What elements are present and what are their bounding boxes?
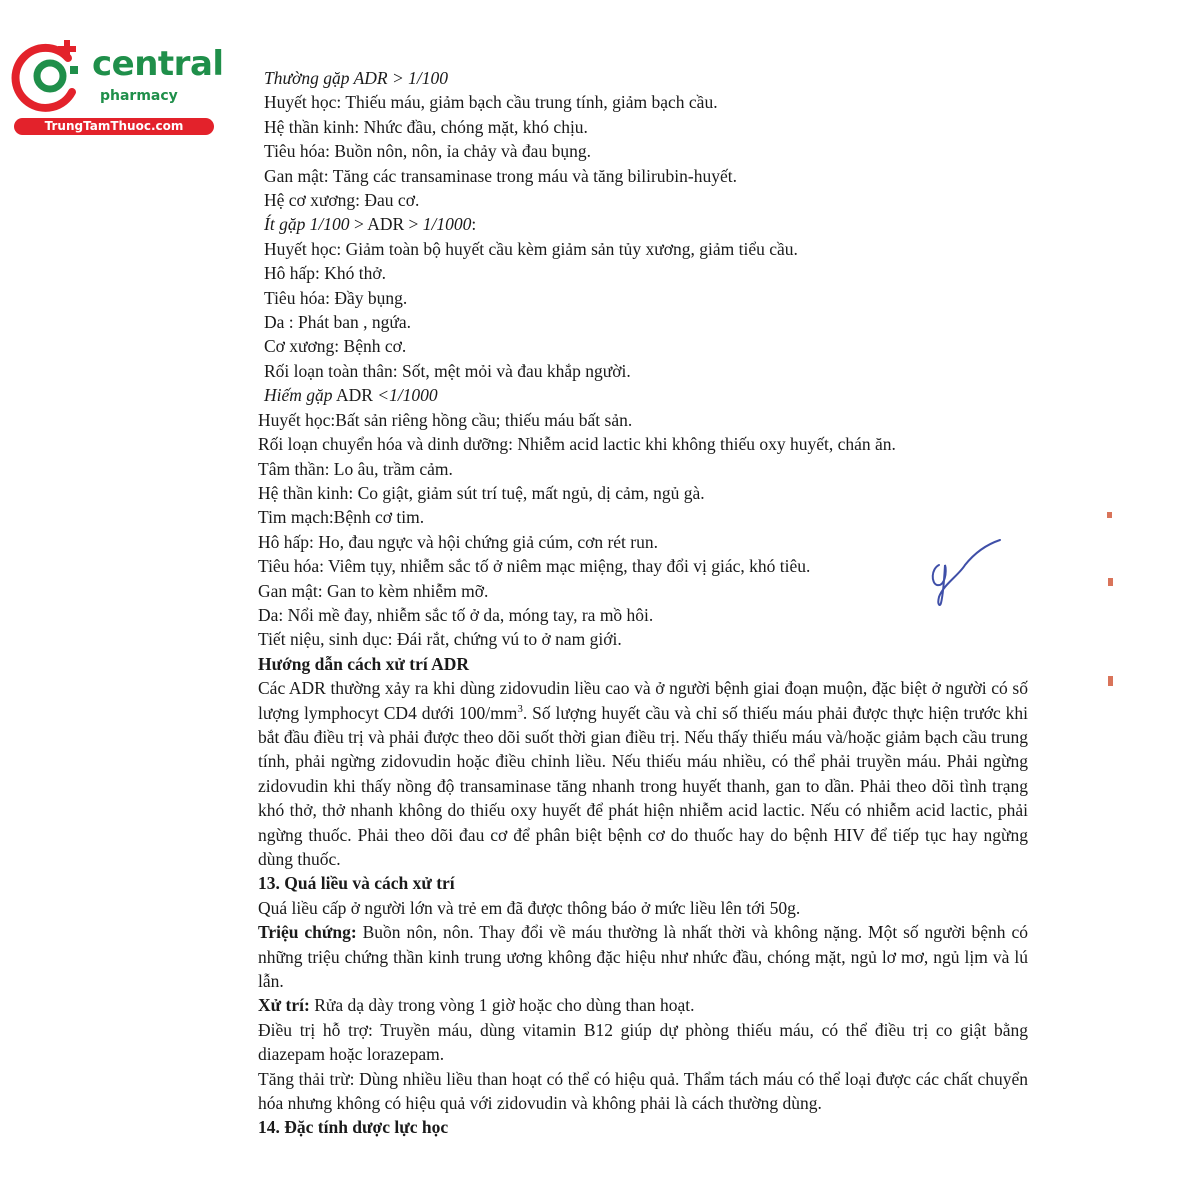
overdose-symptoms-text: Buồn nôn, nôn. Thay đổi về máu thường là nhất thời và không nặng. Một số người bệnh có những triệu chứng thần kinh trung ương không đặc hiệu như nhức đầu, chóng mặt, ngủ lơ mơ, ngủ lịm và lú lẫn. (258, 922, 1028, 992)
overdose-supportive: Điều trị hỗ trợ: Truyền máu, dùng vitamin B12 giúp dự phòng thiếu máu, có thể điều trị co giật bằng diazepam hoặc lorazepam. (258, 1019, 1028, 1065)
logo-subtitle: pharmacy (100, 88, 178, 104)
overdose-treatment-label: Xử trí: (258, 995, 310, 1016)
adr-uncommon-item: Tiêu hóa: Đầy bụng. (264, 287, 408, 308)
scan-edge-mark (1108, 676, 1113, 686)
scan-edge-mark (1108, 578, 1113, 586)
overdose-intro: Quá liều cấp ở người lớn và trẻ em đã được thông báo ở mức liều lên tới 50g. (258, 897, 801, 918)
adr-rare-item: Tâm thần: Lo âu, trầm cảm. (258, 458, 453, 479)
adr-common-title-a: Thường gặp (264, 68, 350, 88)
adr-uncommon-item: Rối loạn toàn thân: Sốt, mệt mỏi và đau khắp người. (264, 360, 631, 381)
overdose-symptoms-label: Triệu chứng: (258, 922, 357, 943)
handwritten-signature (925, 535, 1005, 610)
adr-rare-title-a: Hiếm gặp (264, 385, 333, 406)
pharmacodynamics-heading: 14. Đặc tính dược lực học (258, 1117, 449, 1138)
adr-rare-item: Hệ thần kinh: Co giật, giảm sút trí tuệ, mất ngủ, dị cảm, ngủ gà. (258, 482, 705, 503)
adr-handling-text-a: Các ADR thường xảy ra khi dùng zidovudin liều cao và ở người bệnh giai đoạn muộn, đặc biệt ở người có số lượng lymphocyt CD4 dưới 100/mm (258, 678, 1028, 723)
adr-rare-title-c: <1/1000 (377, 385, 438, 406)
adr-common-item: Gan mật: Tăng các transaminase trong máu và tăng bilirubin-huyết. (264, 165, 738, 186)
adr-common-item: Hệ thần kinh: Nhức đầu, chóng mặt, khó chịu. (264, 116, 588, 137)
adr-uncommon-title-b: > ADR > (349, 214, 423, 235)
adr-handling-text-b: . Số lượng huyết cầu và chỉ số thiếu máu phải được thực hiện trước khi bắt đầu điều trị và phải được theo dõi suốt thời gian điều trị. Nếu thấy thiếu máu và/hoặc giảm bạch cầu trung tính, phải ngừng zidovudin hoặc điều chỉnh liều. Nếu thiếu máu nhiều, có thể phải truyền máu. Phải ngừng zidovudin khi thấy nồng độ transaminase tăng nhanh trong huyết thanh, gan to dần. Phải theo dõi tình trạng khó thở, thở nhanh không do thiếu oxy huyết để phát hiện nhiễm acid lactic. Nếu có nhiễm acid lactic, phải ngừng thuốc. Phải theo dõi đau cơ để phân biệt bệnh cơ do thuốc hay do bệnh HIV để tiếp tục hay ngừng dùng thuốc. (258, 702, 1029, 869)
scan-edge-mark (1107, 512, 1112, 518)
adr-rare-item: Rối loạn chuyển hóa và dinh dưỡng: Nhiễm acid lactic khi không thiếu oxy huyết, chán ăn. (258, 434, 896, 455)
document-body (258, 66, 1028, 1140)
adr-uncommon-item: Da : Phát ban , ngứa. (264, 312, 412, 333)
adr-uncommon-title-a: Ít gặp 1/100 (264, 214, 350, 235)
logo-url: TrungTamThuoc.com (14, 118, 214, 135)
adr-uncommon-title-d: : (471, 214, 477, 235)
adr-rare-item: Gan mật: Gan to kèm nhiễm mỡ. (258, 580, 489, 601)
unit-superscript: 3 (517, 702, 523, 715)
logo-name: central (92, 44, 224, 84)
adr-rare-item: Huyết học:Bất sản riêng hồng cầu; thiếu máu bất sản. (258, 409, 633, 430)
pharmacy-cross-logo-icon (10, 36, 90, 116)
adr-rare-item: Tiết niệu, sinh dục: Đái rắt, chứng vú to ở nam giới. (258, 629, 622, 650)
adr-common-item: Huyết học: Thiếu máu, giảm bạch cầu trung tính, giảm bạch cầu. (264, 92, 718, 113)
adr-uncommon-item: Huyết học: Giảm toàn bộ huyết cầu kèm giảm sản tủy xương, giảm tiểu cầu. (264, 238, 798, 259)
adr-common-title (258, 66, 1028, 90)
overdose-heading: 13. Quá liều và cách xử trí (258, 873, 455, 894)
adr-uncommon-title (258, 212, 1028, 236)
adr-rare-title (258, 383, 1028, 407)
logo (10, 36, 224, 136)
overdose-symptoms (258, 920, 1028, 993)
adr-handling-heading: Hướng dẫn cách xử trí ADR (258, 653, 470, 674)
overdose-treatment-text: Rửa dạ dày trong vòng 1 giờ hoặc cho dùng than hoạt. (309, 995, 695, 1016)
adr-common-item: Hệ cơ xương: Đau cơ. (264, 190, 420, 211)
adr-rare-title-b: ADR (332, 385, 378, 406)
adr-rare-item: Da: Nổi mề đay, nhiễm sắc tố ở da, móng tay, ra mồ hôi. (258, 604, 654, 625)
adr-uncommon-item: Cơ xương: Bệnh cơ. (264, 336, 407, 357)
adr-common-item: Tiêu hóa: Buồn nôn, nôn, ỉa chảy và đau bụng. (264, 141, 591, 162)
adr-uncommon-item: Hô hấp: Khó thở. (264, 263, 387, 284)
overdose-treatment (258, 993, 1028, 1017)
adr-rare-item: Tim mạch:Bệnh cơ tim. (258, 507, 425, 528)
adr-rare-item: Hô hấp: Ho, đau ngực và hội chứng giả cúm, cơn rét run. (258, 531, 658, 552)
adr-common-title-b: ADR > 1/100 (353, 68, 449, 88)
overdose-elimination: Tăng thải trừ: Dùng nhiều liều than hoạt có thể có hiệu quả. Thẩm tách máu có thể loại được các chất chuyển hóa nhưng không có hiệu quả với zidovudin và không phải là cách thường dùng. (258, 1068, 1028, 1114)
adr-handling-paragraph (258, 676, 1028, 871)
adr-uncommon-title-c: 1/1000 (422, 214, 472, 235)
adr-rare-item: Tiêu hóa: Viêm tụy, nhiễm sắc tố ở niêm mạc miệng, thay đổi vị giác, khó tiêu. (258, 556, 811, 577)
